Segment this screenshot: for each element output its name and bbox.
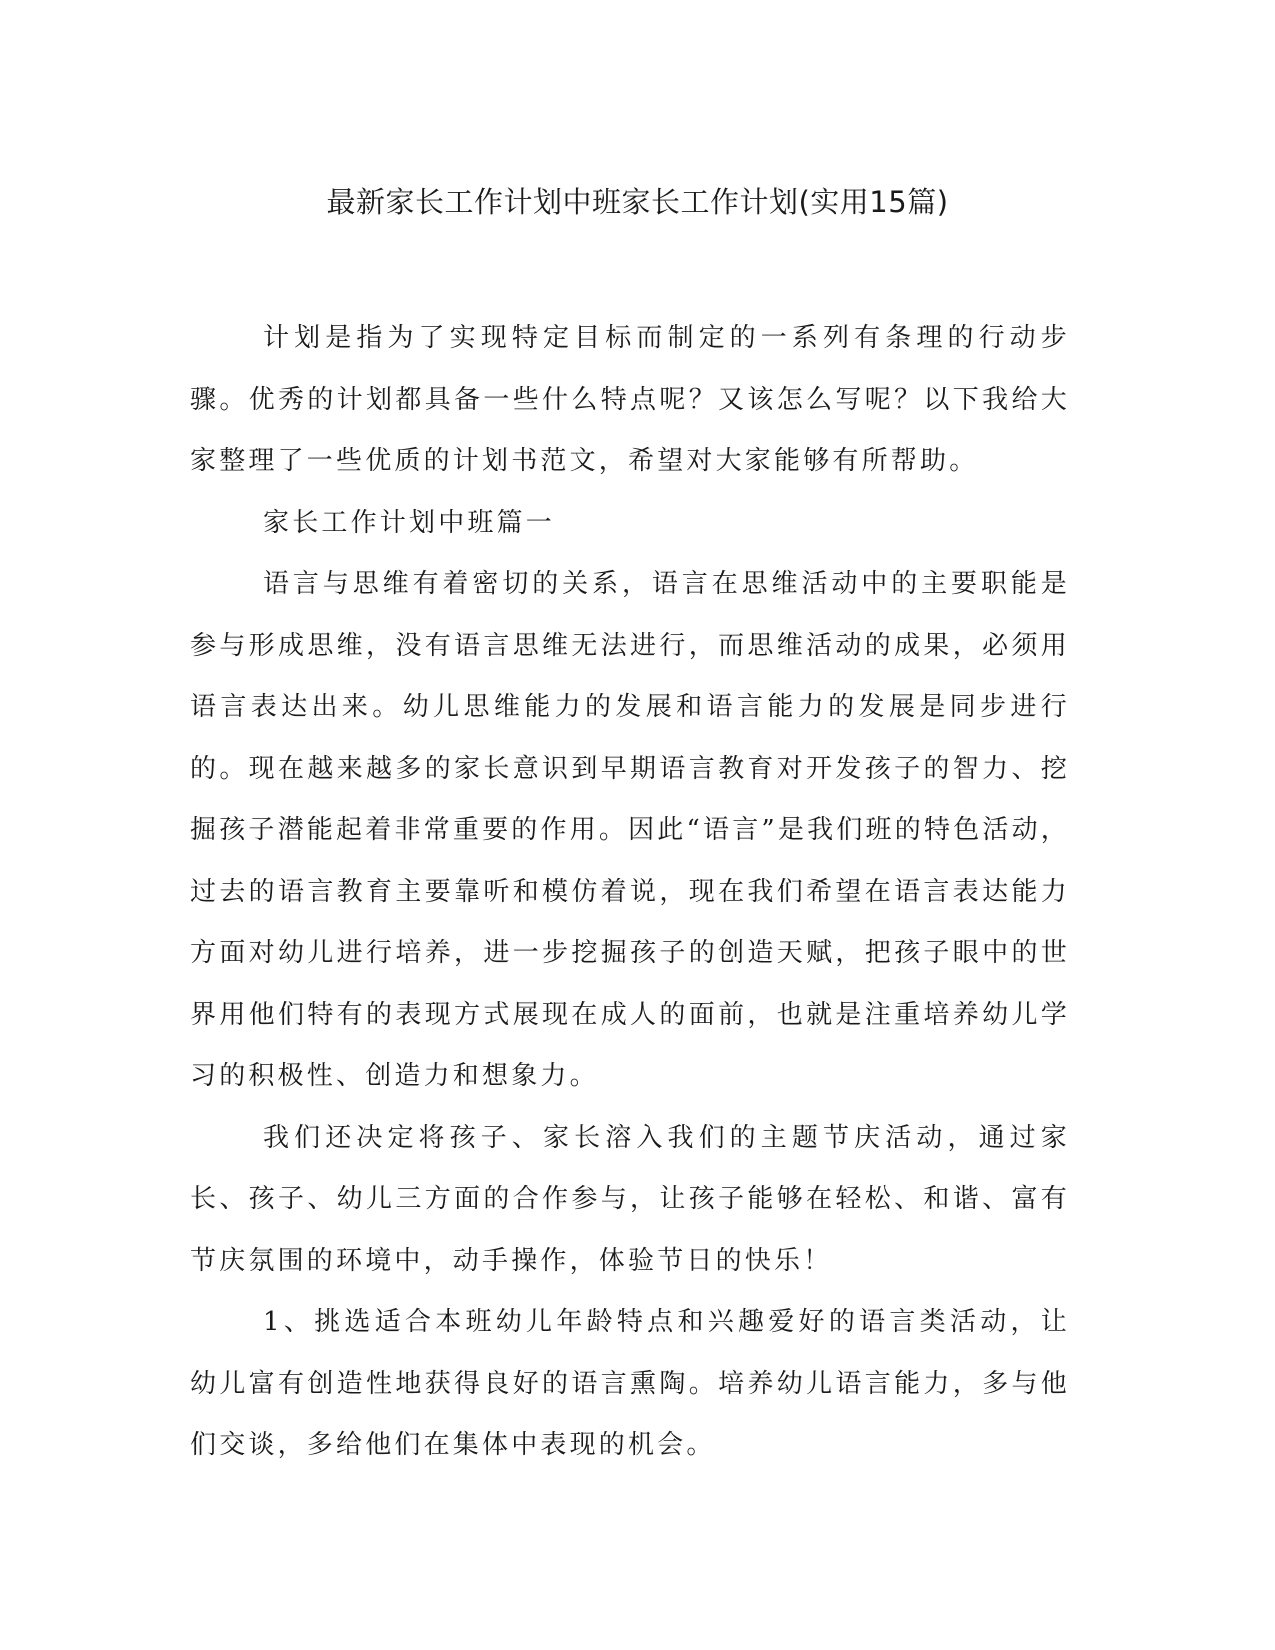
document-body <box>190 308 1070 1477</box>
intro-paragraph: 计划是指为了实现特定目标而制定的一系列有条理的行动步骤。优秀的计划都具备一些什么特点呢？又该怎么写呢？以下我给大家整理了一些优质的计划书范文，希望对大家能够有所帮助。 <box>190 323 1070 476</box>
body-paragraph-3: 1、挑选适合本班幼儿年龄特点和兴趣爱好的语言类活动，让幼儿富有创造性地获得良好的语言熏陶。培养幼儿语言能力，多与他们交谈，多给他们在集体中表现的机会。 <box>190 1307 1070 1460</box>
body-paragraph-1: 语言与思维有着密切的关系，语言在思维活动中的主要职能是参与形成思维，没有语言思维无法进行，而思维活动的成果，必须用语言表达出来。幼儿思维能力的发展和语言能力的发展是同步进行的。现在越来越多的家长意识到早期语言教育对开发孩子的智力、挖掘孩子潜能起着非常重要的作用。因此“语言”是我们班的特色活动，过去的语言教育主要靠听和模仿着说，现在我们希望在语言表达能力方面对幼儿进行培养，进一步挖掘孩子的创造天赋，把孩子眼中的世界用他们特有的表现方式展现在成人的面前，也就是注重培养幼儿学习的积极性、创造力和想象力。 <box>190 569 1070 1091</box>
document-title: 最新家长工作计划中班家长工作计划(实用15篇) <box>326 185 949 219</box>
body-paragraph-2: 我们还决定将孩子、家长溶入我们的主题节庆活动，通过家长、孩子、幼儿三方面的合作参与，让孩子能够在轻松、和谐、富有节庆氛围的环境中，动手操作，体验节日的快乐！ <box>190 1122 1070 1276</box>
section-heading: 家长工作计划中班篇一 <box>263 507 556 538</box>
